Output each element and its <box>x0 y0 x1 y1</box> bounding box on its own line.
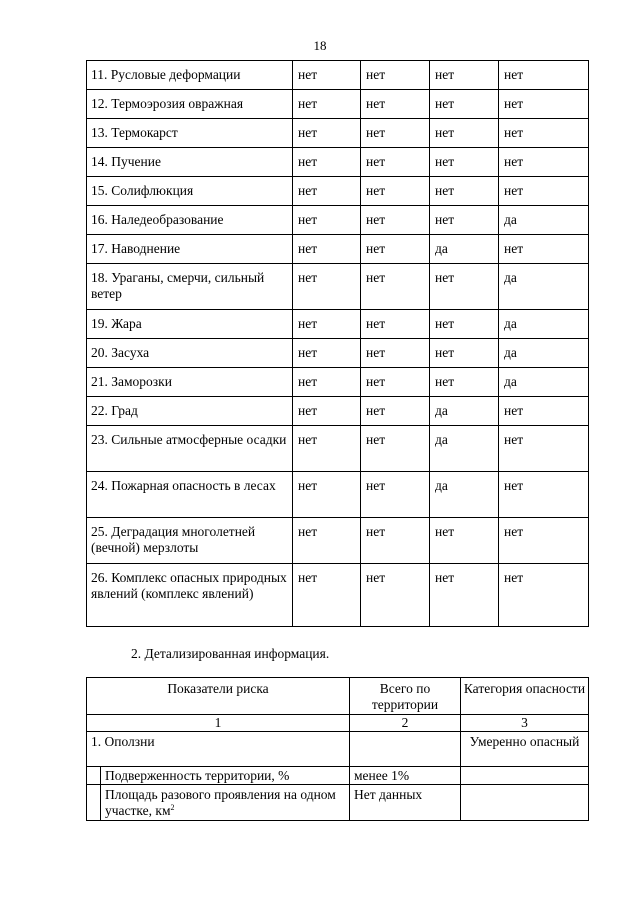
indicator-name: Подверженность территории, % <box>101 767 350 785</box>
hazard-value: нет <box>293 564 361 627</box>
hazard-value: нет <box>499 177 589 206</box>
group-total <box>350 732 461 767</box>
table-row <box>87 767 589 785</box>
unit-superscript: 2 <box>170 803 175 812</box>
indicator-name-text: Площадь разового проявления на одном участке, км <box>105 787 336 818</box>
hazard-value: нет <box>293 119 361 148</box>
hazard-value: да <box>499 206 589 235</box>
indicator-name <box>101 785 350 821</box>
table-row <box>87 264 589 310</box>
column-number: 2 <box>350 715 461 732</box>
hazard-name: 14. Пучение <box>87 148 293 177</box>
hazard-value: нет <box>430 206 499 235</box>
column-number: 3 <box>461 715 589 732</box>
hazard-value: да <box>499 310 589 339</box>
hazard-value: да <box>430 235 499 264</box>
hazard-name: 17. Наводнение <box>87 235 293 264</box>
hazard-value: нет <box>361 368 430 397</box>
hazard-value: нет <box>361 61 430 90</box>
hazards-table-body <box>87 61 589 627</box>
hazard-value: нет <box>361 518 430 564</box>
hazard-value: нет <box>430 368 499 397</box>
hazard-name: 18. Ураганы, смерчи, сильный ветер <box>87 264 293 310</box>
hazard-value: нет <box>361 264 430 310</box>
hazard-value: нет <box>293 90 361 119</box>
hazard-value: нет <box>499 426 589 472</box>
hazard-value: да <box>430 472 499 518</box>
hazard-value: нет <box>293 177 361 206</box>
hazard-name: 16. Наледеобразование <box>87 206 293 235</box>
hazard-value: нет <box>499 90 589 119</box>
risk-details-table <box>86 677 589 821</box>
hazard-value: нет <box>293 235 361 264</box>
hazard-value: нет <box>293 61 361 90</box>
hazard-value: нет <box>430 177 499 206</box>
hazard-name: 23. Сильные атмосферные осадки <box>87 426 293 472</box>
risk-details-table-body <box>87 678 589 821</box>
hazard-value: нет <box>430 90 499 119</box>
hazard-value: нет <box>293 472 361 518</box>
hazard-value: нет <box>361 310 430 339</box>
hazard-value: да <box>499 264 589 310</box>
hazard-value: да <box>499 368 589 397</box>
table-header-row <box>87 678 589 715</box>
hazard-name: 13. Термокарст <box>87 119 293 148</box>
hazard-value: нет <box>361 472 430 518</box>
hazard-value: нет <box>499 564 589 627</box>
hazard-name: 20. Засуха <box>87 339 293 368</box>
header-category: Категория опасности <box>461 678 589 715</box>
table-row <box>87 235 589 264</box>
hazard-value: нет <box>430 564 499 627</box>
hazard-name: 15. Солифлюкция <box>87 177 293 206</box>
hazard-value: нет <box>293 264 361 310</box>
hazard-value: нет <box>293 339 361 368</box>
indicator-value: Нет данных <box>350 785 461 821</box>
hazard-value: нет <box>293 206 361 235</box>
table-row <box>87 518 589 564</box>
table-row <box>87 785 589 821</box>
table-row <box>87 339 589 368</box>
hazard-value: нет <box>293 368 361 397</box>
table-row <box>87 472 589 518</box>
table-row <box>87 90 589 119</box>
hazard-value: нет <box>293 397 361 426</box>
table-row <box>87 206 589 235</box>
hazard-value: да <box>430 397 499 426</box>
hazard-value: нет <box>293 148 361 177</box>
column-number: 1 <box>87 715 350 732</box>
hazard-value: нет <box>499 472 589 518</box>
table-row <box>87 148 589 177</box>
hazard-value: нет <box>361 148 430 177</box>
hazard-name: 19. Жара <box>87 310 293 339</box>
hazard-value: нет <box>499 61 589 90</box>
hazard-name: 25. Деградация многолетней (вечной) мерзлоты <box>87 518 293 564</box>
hazard-value: нет <box>430 518 499 564</box>
hazard-value: нет <box>430 148 499 177</box>
table-row <box>87 564 589 627</box>
hazard-value: нет <box>430 310 499 339</box>
hazard-value: нет <box>361 119 430 148</box>
hazard-value: нет <box>293 310 361 339</box>
indent-cell <box>87 785 101 821</box>
hazard-value: нет <box>293 426 361 472</box>
page-number: 18 <box>313 38 327 53</box>
indicator-value: менее 1% <box>350 767 461 785</box>
column-number-row <box>87 715 589 732</box>
hazard-value: нет <box>361 564 430 627</box>
table-row <box>87 61 589 90</box>
indicator-category <box>461 767 589 785</box>
header-indicators: Показатели риска <box>87 678 350 715</box>
group-category: Умеренно опасный <box>461 732 589 767</box>
hazard-name: 24. Пожарная опасность в лесах <box>87 472 293 518</box>
indicator-category <box>461 785 589 821</box>
hazard-value: нет <box>430 339 499 368</box>
hazard-value: нет <box>361 235 430 264</box>
hazards-table <box>86 60 589 627</box>
hazard-value: да <box>499 339 589 368</box>
hazard-value: нет <box>361 339 430 368</box>
hazard-value: нет <box>430 61 499 90</box>
table-row <box>87 119 589 148</box>
group-row <box>87 732 589 767</box>
hazard-value: нет <box>361 426 430 472</box>
hazard-value: да <box>430 426 499 472</box>
hazard-value: нет <box>499 119 589 148</box>
header-total: Всего по территории <box>350 678 461 715</box>
hazard-value: нет <box>499 148 589 177</box>
indent-cell <box>87 767 101 785</box>
hazard-name: 21. Заморозки <box>87 368 293 397</box>
hazard-value: нет <box>499 235 589 264</box>
table-row <box>87 426 589 472</box>
hazard-value: нет <box>361 177 430 206</box>
hazard-value: нет <box>293 518 361 564</box>
hazard-name: 12. Термоэрозия овражная <box>87 90 293 119</box>
table-row <box>87 310 589 339</box>
hazard-name: 26. Комплекс опасных природных явлений (комплекс явлений) <box>87 564 293 627</box>
hazard-name: 22. Град <box>87 397 293 426</box>
hazard-value: нет <box>499 397 589 426</box>
table-row <box>87 177 589 206</box>
hazard-value: нет <box>430 119 499 148</box>
hazard-value: нет <box>361 397 430 426</box>
hazard-value: нет <box>361 206 430 235</box>
hazard-value: нет <box>430 264 499 310</box>
table-row <box>87 368 589 397</box>
section-heading: 2. Детализированная информация. <box>131 646 330 661</box>
table-row <box>87 397 589 426</box>
hazard-value: нет <box>361 90 430 119</box>
hazard-name: 11. Русловые деформации <box>87 61 293 90</box>
group-title: 1. Оползни <box>87 732 350 767</box>
hazard-value: нет <box>499 518 589 564</box>
